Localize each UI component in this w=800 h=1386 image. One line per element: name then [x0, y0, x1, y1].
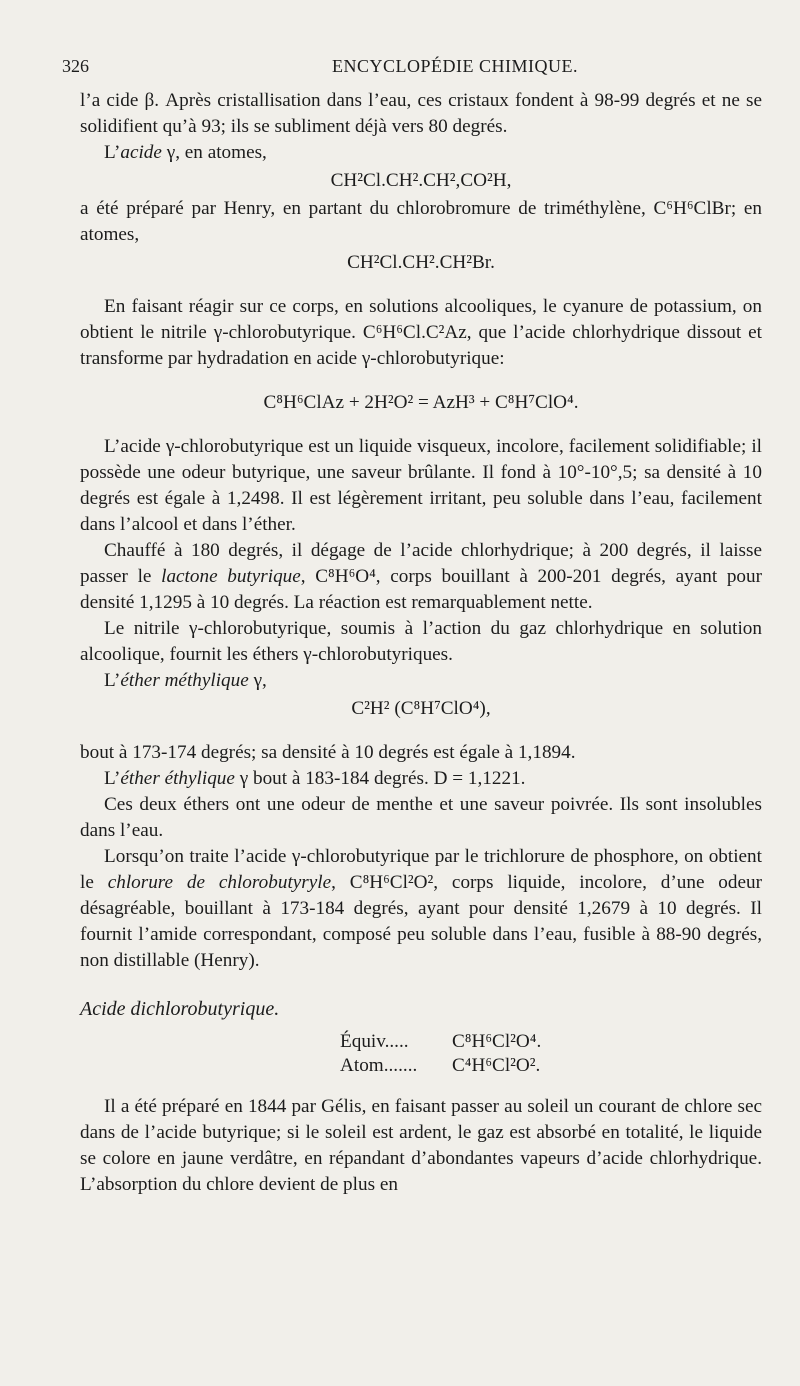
- text-prefix: Lorsqu’on traite l’acide γ-chlorobutyrique par le trichlorure de phosphore, on obtient le: [80, 846, 762, 893]
- text-suffix: γ,: [248, 670, 267, 691]
- term-chlorure: chlorure de chlorobutyryle: [107, 872, 332, 893]
- running-header: [62, 56, 762, 84]
- text-prefix: L’: [104, 768, 121, 789]
- atom-label: Atom.......: [340, 1055, 418, 1076]
- term-lactone: lactone butyrique: [161, 566, 301, 587]
- running-title: ENCYCLOPÉDIE CHIMIQUE.: [332, 56, 578, 76]
- paragraph-1: l’a cide β. Après cristallisation dans l’eau, ces cristaux fondent à 98-99 degrés et ne se solidifient qu’à 93; ils se subliment déjà vers 80 degrés.: [80, 90, 762, 137]
- term-acide: acide: [120, 142, 162, 163]
- paragraph-ether-methyl: [80, 668, 762, 694]
- paragraph-chlorure: [80, 844, 762, 974]
- formula-acid-gamma: CH²Cl.CH².CH²,CO²H,: [330, 170, 512, 191]
- text-suffix: γ bout à 183-184 degrés. D = 1,1221.: [234, 768, 526, 789]
- equiv-label: Équiv.....: [340, 1031, 409, 1052]
- term-ether-methylique: éther méthylique: [120, 670, 249, 691]
- equiv-value: C⁸H⁶Cl²O⁴.: [452, 1031, 542, 1052]
- text-suffix: , C⁸H⁶Cl²O², corps liquide, incolore, d’une odeur désagréable, bouillant à 173-184 degrés, ayant pour densité 1,2679 à 10 degrés. Il fournit l’amide correspondant, composé peu soluble dans l’eau, fusible à 88-90 degrés, non distillable (Henry).: [80, 872, 762, 971]
- paragraph-properties: L’acide γ-chlorobutyrique est un liquide visqueux, incolore, facilement solidifiable; il possède une odeur butyrique, une saveur brûlante. Il fond à 10°-10°,5; sa densité à 10 degrés est égale à 1,2498. Il est légèrement irritant, peu soluble dans l’eau, facilement dans l’alcool et dans l’éther.: [80, 436, 762, 535]
- paragraph-henry: a été préparé par Henry, en partant du chlorobromure de triméthylène, C⁶H⁶ClBr; en atomes,: [80, 198, 762, 245]
- paragraph-nitrile: Le nitrile γ-chlorobutyrique, soumis à l’action du gaz chlorhydrique en solution alcoolique, fournit les éthers γ-chlorobutyriques.: [80, 618, 762, 665]
- section-title: Acide dichlorobutyrique.: [80, 998, 280, 1020]
- formula-hydration: C⁸H⁶ClAz + 2H²O² = AzH³ + C⁸H⁷ClO⁴.: [263, 392, 579, 413]
- paragraph-boiling: bout à 173-174 degrés; sa densité à 10 degrés est égale à 1,1894.: [80, 742, 576, 763]
- paragraph-lactone: [80, 538, 762, 616]
- paragraph-ether-ethyl: [80, 766, 762, 792]
- term-ether-ethylique: éther éthylique: [120, 768, 235, 789]
- formula-ether-methyl: C²H² (C⁸H⁷ClO⁴),: [351, 698, 491, 719]
- paragraph-gelis: Il a été préparé en 1844 par Gélis, en faisant passer au soleil un courant de chlore sec dans de l’acide butyrique; si le soleil est ardent, le gaz est absorbé en totalité, le liquide se colore en jaune verdâtre, en répandant d’abondantes vapeurs d’acide chlorhydrique. L’absorption du chlore devient de plus en: [80, 1096, 762, 1195]
- paragraph-acid-gamma: [80, 140, 762, 166]
- atom-row: [340, 1054, 762, 1078]
- text-prefix: L’: [104, 670, 121, 691]
- equiv-row: [340, 1030, 762, 1054]
- text-prefix: L’: [104, 142, 121, 163]
- paragraph-odeur: Ces deux éthers ont une odeur de menthe et une saveur poivrée. Ils sont insolubles dans l’eau.: [80, 794, 762, 841]
- text-suffix: , C⁸H⁶O⁴, corps bouillant à 200-201 degrés, ayant pour densité 1,1295 à 10 degrés. La réaction est remarquablement nette.: [80, 566, 762, 613]
- page-number: 326: [62, 56, 89, 76]
- page-body: [80, 88, 762, 1198]
- text-suffix: γ, en atomes,: [161, 142, 267, 163]
- paragraph-cyanure: En faisant réagir sur ce corps, en solutions alcooliques, le cyanure de potassium, on obtient le nitrile γ-chlorobutyrique. C⁶H⁶Cl.C²Az, que l’acide chlorhydrique dissout et transforme par hydradation en acide γ-chlorobutyrique:: [80, 296, 762, 369]
- atom-value: C⁴H⁶Cl²O².: [452, 1055, 541, 1076]
- formula-block: [340, 1030, 762, 1078]
- formula-chlorobromure: CH²Cl.CH².CH²Br.: [347, 252, 495, 273]
- text-prefix: Chauffé à 180 degrés, il dégage de l’acide chlorhydrique; à 200 degrés, il laisse passer le: [80, 540, 762, 587]
